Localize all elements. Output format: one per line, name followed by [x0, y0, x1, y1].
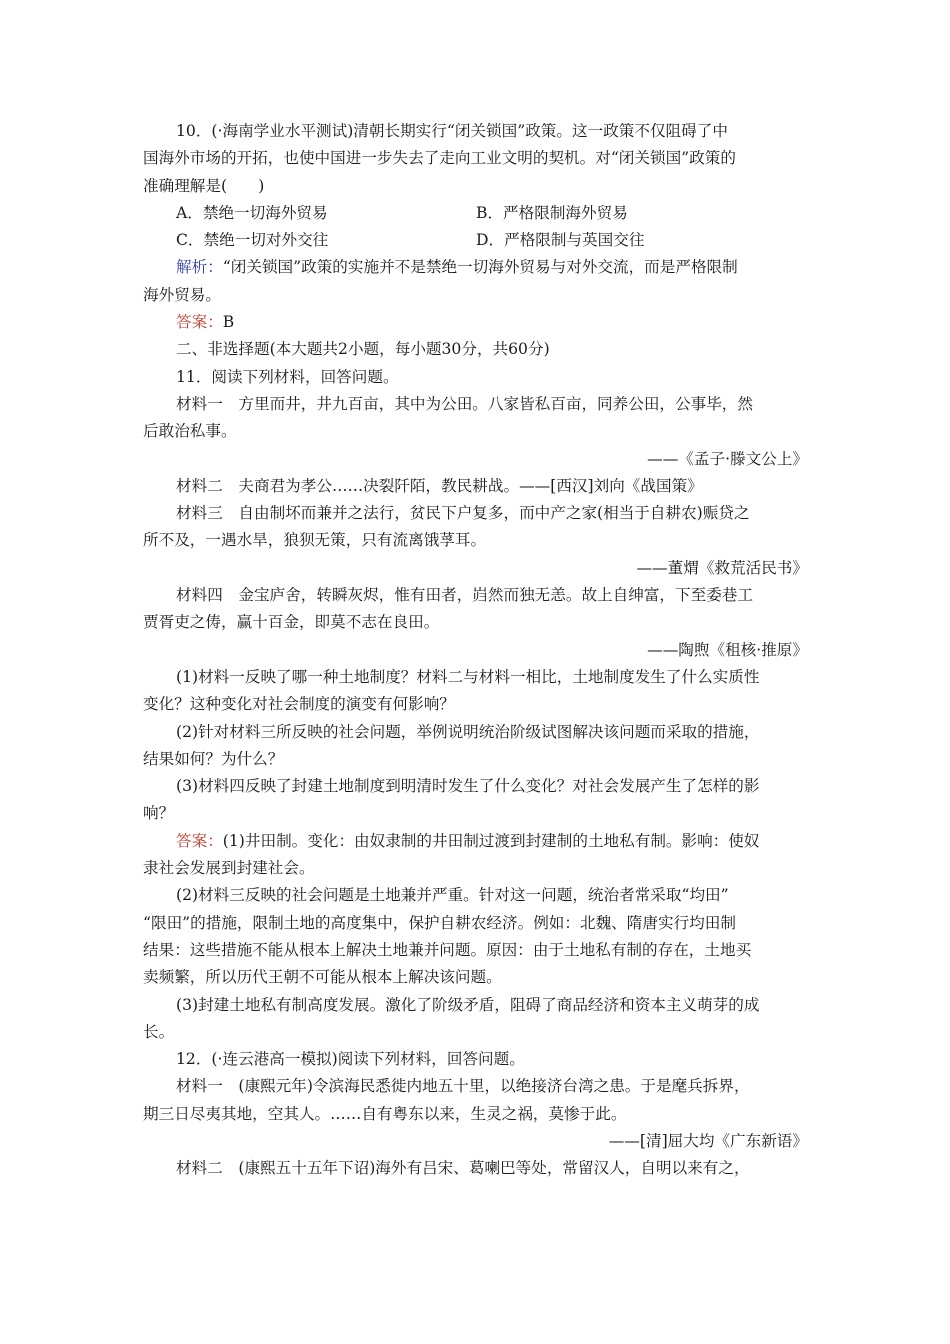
question-12-stem: 12．(·连云港高一模拟)阅读下列材料，回答问题。 [176, 1050, 525, 1069]
material-1-line-2: 后敢治私事。 [143, 422, 237, 441]
answer-label: 答案： [176, 831, 223, 850]
answer-1-line-1 [143, 828, 808, 855]
section-2-title: 二、非选择题(本大题共2小题，每小题30分，共60分) [176, 340, 550, 359]
material-3-line-2: 所不及，一遇水旱，狼狈无策，只有流离饿莩耳。 [143, 531, 487, 550]
question-10-options-row-1 [143, 200, 808, 227]
answer-3-line-2: 长。 [143, 1022, 175, 1041]
analysis-line-1 [143, 254, 808, 281]
answer-2-line-4: 卖频繁，所以历代王朝不可能从根本上解决该问题。 [143, 968, 502, 987]
question-12 [143, 1046, 808, 1182]
option-a: A．禁绝一切海外贸易 [176, 203, 328, 222]
sub-question-1-line-1: (1)材料一反映了哪一种土地制度？材料二与材料一相比，土地制度发生了什么实质性 [176, 667, 760, 686]
answer-2-line-3: 结果：这些措施不能从根本上解决土地兼并问题。原因：由于土地私有制的存在，土地买 [143, 940, 752, 959]
answer-1-text: (1)井田制。变化：由奴隶制的井田制过渡到封建制的土地私有制。影响：使奴 [222, 831, 760, 850]
sub-question-3-line-1: (3)材料四反映了封建土地制度到明清时发生了什么变化？对社会发展产生了怎样的影 [176, 777, 760, 796]
material-3-source: ——董煟《救荒活民书》 [636, 558, 808, 577]
question-10 [143, 118, 808, 336]
option-d: D．严格限制与英国交往 [476, 231, 645, 250]
material-3-line-1: 材料三 自由制坏而兼并之法行，贫民下户复多，而中产之家(相当于自耕农)赈贷之 [176, 504, 750, 523]
answer-1-line-2: 隶社会发展到封建社会。 [143, 859, 315, 878]
answer-2-line-1: (2)材料三反映的社会问题是土地兼并严重。针对这一问题，统治者常采取“均田” [176, 886, 729, 905]
material-1-line-1: 材料一 方里而井，井九百亩，其中为公田。八家皆私百亩，同养公田，公事毕，然 [176, 394, 753, 413]
material-2: 材料二 夫商君为孝公……决裂阡陌，教民耕战。——[西汉]刘向《战国策》 [176, 476, 703, 495]
question-10-stem-line-2: 国海外市场的开拓，也使中国进一步失去了走向工业文明的契机。对“闭关锁国”政策的 [143, 149, 736, 168]
sub-question-3-line-2: 响？ [143, 804, 175, 823]
material-4-line-2: 贾胥吏之俦，赢十百金，即莫不志在良田。 [143, 613, 440, 632]
sub-question-2-line-1: (2)针对材料三所反映的社会问题，举例说明统治阶级试图解决该问题而采取的措施， [176, 722, 760, 741]
analysis-line-2: 海外贸易。 [143, 285, 221, 304]
answer-label: 答案： [176, 313, 223, 332]
option-b: B．严格限制海外贸易 [476, 203, 628, 222]
question-10-stem-line-1: 10．(·海南学业水平测试)清朝长期实行“闭关锁国”政策。这一政策不仅阻碍了中 [176, 122, 728, 140]
q12-material-1-line-2: 期三日尽夷其地，空其人。……自有粤东以来，生灵之祸，莫惨于此。 [143, 1104, 627, 1123]
q12-material-1-line-1: 材料一 (康熙元年)令滨海民悉徙内地五十里，以绝接济台湾之患。于是麾兵拆界， [176, 1077, 750, 1096]
answer-line [143, 309, 808, 336]
sub-question-1-line-2: 变化？这种变化对社会制度的演变有何影响？ [143, 695, 455, 714]
q12-material-2-line-1: 材料二 (康熙五十五年下诏)海外有吕宋、葛喇巴等处，常留汉人，自明以来有之， [176, 1159, 750, 1178]
answer-2-line-2: “限田”的措施，限制土地的高度集中，保护自耕农经济。例如：北魏、隋唐实行均田制 [143, 913, 736, 932]
question-10-options-row-2 [143, 227, 808, 254]
material-1-source: ——《孟子·滕文公上》 [647, 449, 808, 468]
analysis-label: 解析： [176, 258, 223, 277]
question-10-stem-line-3: 准确理解是( ) [143, 176, 265, 195]
analysis-text: “闭关锁国”政策的实施并不是禁绝一切海外贸易与对外交流，而是严格限制 [222, 258, 738, 277]
material-4-line-1: 材料四 金宝庐舍，转瞬灰烬，惟有田者，岿然而独无恙。故上自绅富，下至委巷工 [176, 586, 753, 605]
document-page [143, 118, 808, 1183]
question-11-stem: 11．阅读下列材料，回答问题。 [176, 367, 399, 386]
option-c: C．禁绝一切对外交往 [176, 231, 329, 250]
answer-value: B [222, 313, 235, 332]
q12-material-1-source: ——[清]屈大均《广东新语》 [608, 1131, 808, 1150]
sub-question-2-line-2: 结果如何？为什么？ [143, 749, 284, 768]
answer-3-line-1: (3)封建土地私有制高度发展。激化了阶级矛盾，阻碍了商品经济和资本主义萌芽的成 [176, 995, 760, 1014]
material-4-source: ——陶煦《租核·推原》 [647, 640, 808, 659]
question-11 [143, 364, 808, 1046]
